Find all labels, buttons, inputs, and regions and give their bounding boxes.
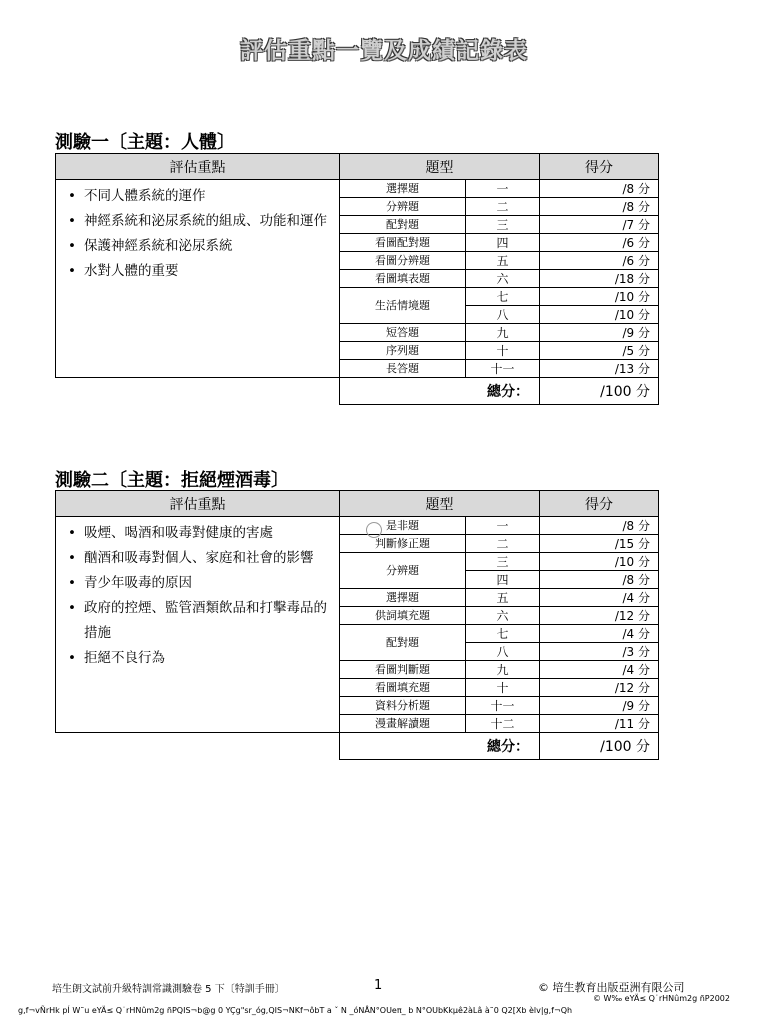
focus-point: • 不同人體系統的運作 [66, 184, 331, 209]
question-score: /6 分 [540, 252, 659, 270]
question-score: /15 分 [540, 535, 659, 553]
question-score: /10 分 [540, 306, 659, 324]
question-type: 長答題 [340, 360, 466, 378]
quiz1-heading: 測驗一〔主題：人體〕 [55, 132, 235, 153]
question-type: 序列題 [340, 342, 466, 360]
quiz2-heading: 測驗二〔主題：拒絕煙酒毒〕 [55, 470, 289, 491]
quiz1-table [55, 153, 659, 405]
question-type: 供詞填充題 [340, 607, 466, 625]
question-type: 選擇題 [340, 180, 466, 198]
header-focus: 評估重點 [56, 154, 340, 180]
question-score: /9 分 [540, 324, 659, 342]
question-score: /10 分 [540, 288, 659, 306]
question-score: /8 分 [540, 571, 659, 589]
focus-point: • 保護神經系統和泌尿系統 [66, 234, 331, 259]
question-number: 四 [466, 234, 540, 252]
focus-point: • 酗酒和吸毒對個人、家庭和社會的影響 [66, 546, 331, 571]
question-score: /13 分 [540, 360, 659, 378]
footer-book-title: 培生朗文試前升級特訓常識測驗卷 5 下〔特訓手冊〕 [52, 984, 285, 995]
question-number: 六 [466, 270, 540, 288]
question-number: 十一 [466, 697, 540, 715]
question-score: /7 分 [540, 216, 659, 234]
footer-garbled-line-1: © W‰ eYÄ≤ Q˙rHNûm2g ñP2002 [592, 994, 730, 1003]
question-number: 二 [466, 535, 540, 553]
question-type: 配對題 [340, 216, 466, 234]
question-number: 十一 [466, 360, 540, 378]
question-score: /3 分 [540, 643, 659, 661]
question-score: /6 分 [540, 234, 659, 252]
question-score: /8 分 [540, 198, 659, 216]
question-score: /9 分 [540, 697, 659, 715]
question-number: 一 [466, 517, 540, 535]
total-score: /100 分 [540, 733, 659, 760]
total-label: 總分： [340, 733, 540, 760]
question-number: 七 [466, 625, 540, 643]
question-number: 八 [466, 643, 540, 661]
question-number: 二 [466, 198, 540, 216]
focus-point: • 政府的控煙、監管酒類飲品和打擊毒品的措施 [66, 596, 331, 646]
total-spacer [56, 378, 340, 405]
question-type: 看圖配對題 [340, 234, 466, 252]
question-number: 十 [466, 342, 540, 360]
focus-points-list [66, 184, 331, 284]
focus-points-list [66, 521, 331, 671]
header-score: 得分 [540, 154, 659, 180]
total-spacer [56, 733, 340, 760]
question-number: 五 [466, 589, 540, 607]
question-number: 八 [466, 306, 540, 324]
question-type: 選擇題 [340, 589, 466, 607]
question-number: 九 [466, 324, 540, 342]
question-score: /8 分 [540, 517, 659, 535]
question-type: 資料分析題 [340, 697, 466, 715]
question-score: /10 分 [540, 553, 659, 571]
total-score: /100 分 [540, 378, 659, 405]
question-number: 一 [466, 180, 540, 198]
question-type: 分辨題 [340, 553, 466, 589]
footer-copyright: © 培生教育出版亞洲有限公司 [538, 981, 685, 994]
question-score: /12 分 [540, 679, 659, 697]
table-row [56, 517, 659, 535]
question-score: /4 分 [540, 661, 659, 679]
question-number: 九 [466, 661, 540, 679]
question-score: /18 分 [540, 270, 659, 288]
quiz2-table [55, 490, 659, 760]
question-type: 判斷修正題 [340, 535, 466, 553]
question-number: 六 [466, 607, 540, 625]
question-score: /5 分 [540, 342, 659, 360]
question-type: 是非題 [340, 517, 466, 535]
question-score: /4 分 [540, 625, 659, 643]
question-number: 十二 [466, 715, 540, 733]
question-number: 十 [466, 679, 540, 697]
total-row [56, 378, 659, 405]
question-type: 分辨題 [340, 198, 466, 216]
focus-points-cell [56, 180, 340, 378]
question-type: 看圖填表題 [340, 270, 466, 288]
question-number: 五 [466, 252, 540, 270]
question-type: 配對題 [340, 625, 466, 661]
question-score: /4 分 [540, 589, 659, 607]
question-number: 三 [466, 216, 540, 234]
question-number: 四 [466, 571, 540, 589]
footer-page-number: 1 [374, 978, 383, 993]
question-type: 生活情境題 [340, 288, 466, 324]
question-score: /8 分 [540, 180, 659, 198]
question-type: 看圖填充題 [340, 679, 466, 697]
focus-point: • 青少年吸毒的原因 [66, 571, 331, 596]
focus-point: • 吸煙、喝酒和吸毒對健康的害處 [66, 521, 331, 546]
focus-point: • 神經系統和泌尿系統的組成、功能和運作 [66, 209, 331, 234]
header-focus: 評估重點 [56, 491, 340, 517]
question-score: /11 分 [540, 715, 659, 733]
page-title: 評估重點一覽及成績記錄表 [240, 38, 528, 64]
question-type: 看圖分辨題 [340, 252, 466, 270]
question-type: 短答題 [340, 324, 466, 342]
focus-point: • 拒絕不良行為 [66, 646, 331, 671]
total-row [56, 733, 659, 760]
focus-points-cell [56, 517, 340, 733]
footer-garbled-line-2: g,f¬vÑrHk pÍ W˜u eYÄ≤ Q˙rHNûm2g ñPQIS¬b@g 0 YÇg"sr_óg,QIS¬NKf¬ôbT a ˇ N _óNÅN°OUeπ_ b N°OUbKkµê2àLâ à˜0 Q2[Xb èlv|g,f¬Qh [18, 1006, 573, 1015]
question-number: 七 [466, 288, 540, 306]
header-type: 題型 [340, 154, 540, 180]
total-label: 總分： [340, 378, 540, 405]
focus-point: • 水對人體的重要 [66, 259, 331, 284]
question-type: 看圖判斷題 [340, 661, 466, 679]
header-score: 得分 [540, 491, 659, 517]
header-type: 題型 [340, 491, 540, 517]
question-type: 漫畫解讀題 [340, 715, 466, 733]
question-number: 三 [466, 553, 540, 571]
question-score: /12 分 [540, 607, 659, 625]
table-row [56, 180, 659, 198]
